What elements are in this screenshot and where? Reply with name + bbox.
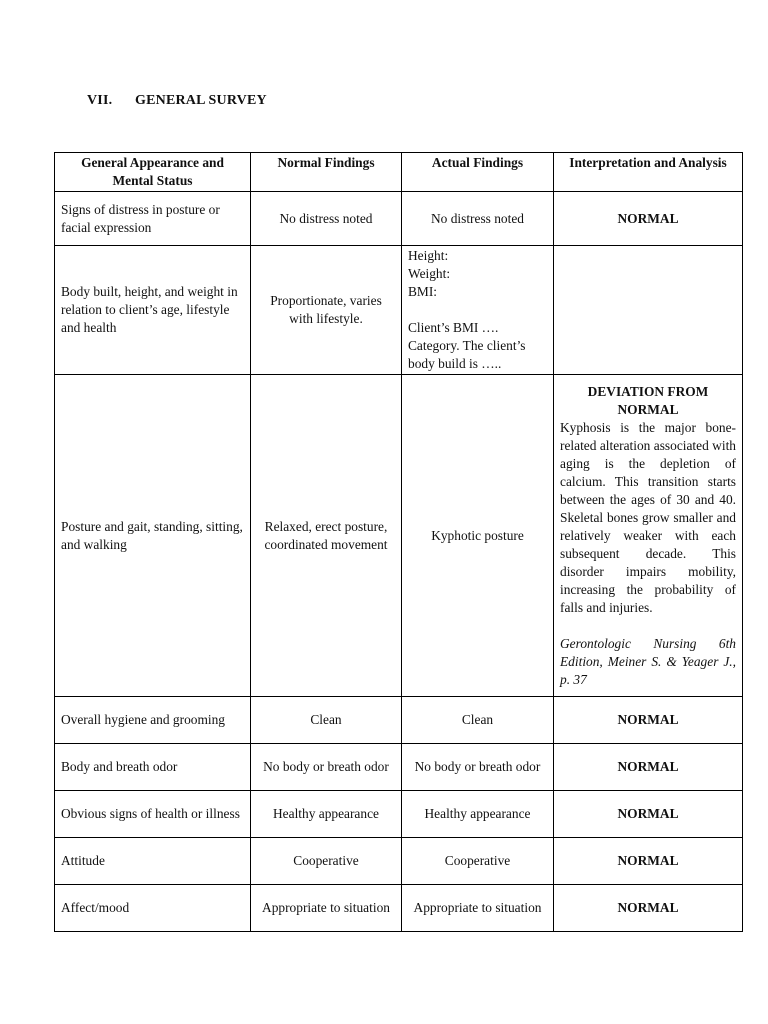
actual-bmi: BMI:	[408, 284, 438, 299]
cell-actual: Cooperative	[402, 838, 554, 885]
cell-normal: No body or breath odor	[251, 744, 402, 791]
cell-interpretation: NORMAL	[554, 838, 743, 885]
header-actual-findings: Actual Findings	[402, 153, 554, 192]
cell-normal: Appropriate to situation	[251, 885, 402, 932]
table-row	[55, 192, 743, 246]
section-heading	[87, 93, 267, 109]
actual-weight: Weight:	[408, 266, 451, 281]
cell-actual: No distress noted	[402, 192, 554, 246]
cell-normal: Cooperative	[251, 838, 402, 885]
cell-interpretation: NORMAL	[554, 885, 743, 932]
section-title: GENERAL SURVEY	[135, 93, 267, 108]
cell-item: Obvious signs of health or illness	[55, 791, 251, 838]
table-row	[55, 375, 743, 697]
cell-item: Signs of distress in posture or facial expression	[55, 192, 251, 246]
table-row	[55, 744, 743, 791]
general-survey-table	[54, 152, 743, 932]
table-row	[55, 791, 743, 838]
cell-interpretation: NORMAL	[554, 791, 743, 838]
cell-actual	[402, 246, 554, 375]
cell-actual: Appropriate to situation	[402, 885, 554, 932]
header-interpretation: Interpretation and Analysis	[554, 153, 743, 192]
actual-height: Height:	[408, 248, 449, 263]
cell-actual: No body or breath odor	[402, 744, 554, 791]
cell-normal: Proportionate, varies with lifestyle.	[251, 246, 402, 375]
table-row	[55, 246, 743, 375]
cell-interpretation: NORMAL	[554, 697, 743, 744]
cell-interpretation	[554, 375, 743, 697]
cell-normal: No distress noted	[251, 192, 402, 246]
section-number: VII.	[87, 93, 113, 108]
cell-item: Body built, height, and weight in relation to client’s age, lifestyle and health	[55, 246, 251, 375]
cell-item: Overall hygiene and grooming	[55, 697, 251, 744]
table-row	[55, 697, 743, 744]
cell-item: Affect/mood	[55, 885, 251, 932]
table-header-row	[55, 153, 743, 192]
actual-client-bmi: Client’s BMI ….	[408, 320, 499, 335]
deviation-body: Kyphosis is the major bone-related alteration associated with aging is the depletion of calcium. This transition starts between the ages of 30 and 40. Skeletal bones grow smaller and relatively weaker with each subsequent decade. This disorder impairs mobility, increasing the probability of falls and injuries.	[560, 419, 736, 615]
cell-item: Body and breath odor	[55, 744, 251, 791]
cell-normal: Healthy appearance	[251, 791, 402, 838]
cell-interpretation: NORMAL	[554, 744, 743, 791]
header-normal-findings: Normal Findings	[251, 153, 402, 192]
table-row	[55, 885, 743, 932]
deviation-reference: Gerontologic Nursing 6th Edition, Meiner S. & Yeager J., p. 37	[560, 635, 736, 687]
cell-actual: Kyphotic posture	[402, 375, 554, 697]
header-general-appearance: General Appearance and Mental Status	[55, 153, 251, 192]
cell-interpretation	[554, 246, 743, 375]
cell-actual: Healthy appearance	[402, 791, 554, 838]
cell-interpretation: NORMAL	[554, 192, 743, 246]
cell-item: Posture and gait, standing, sitting, and walking	[55, 375, 251, 697]
line-spacer	[408, 301, 547, 319]
cell-normal: Relaxed, erect posture, coordinated movement	[251, 375, 402, 697]
table-row	[55, 838, 743, 885]
actual-category: Category. The client’s body build is …..	[408, 338, 526, 371]
cell-item: Attitude	[55, 838, 251, 885]
cell-actual: Clean	[402, 697, 554, 744]
deviation-title: DEVIATION FROM NORMAL	[587, 383, 709, 417]
cell-normal: Clean	[251, 697, 402, 744]
